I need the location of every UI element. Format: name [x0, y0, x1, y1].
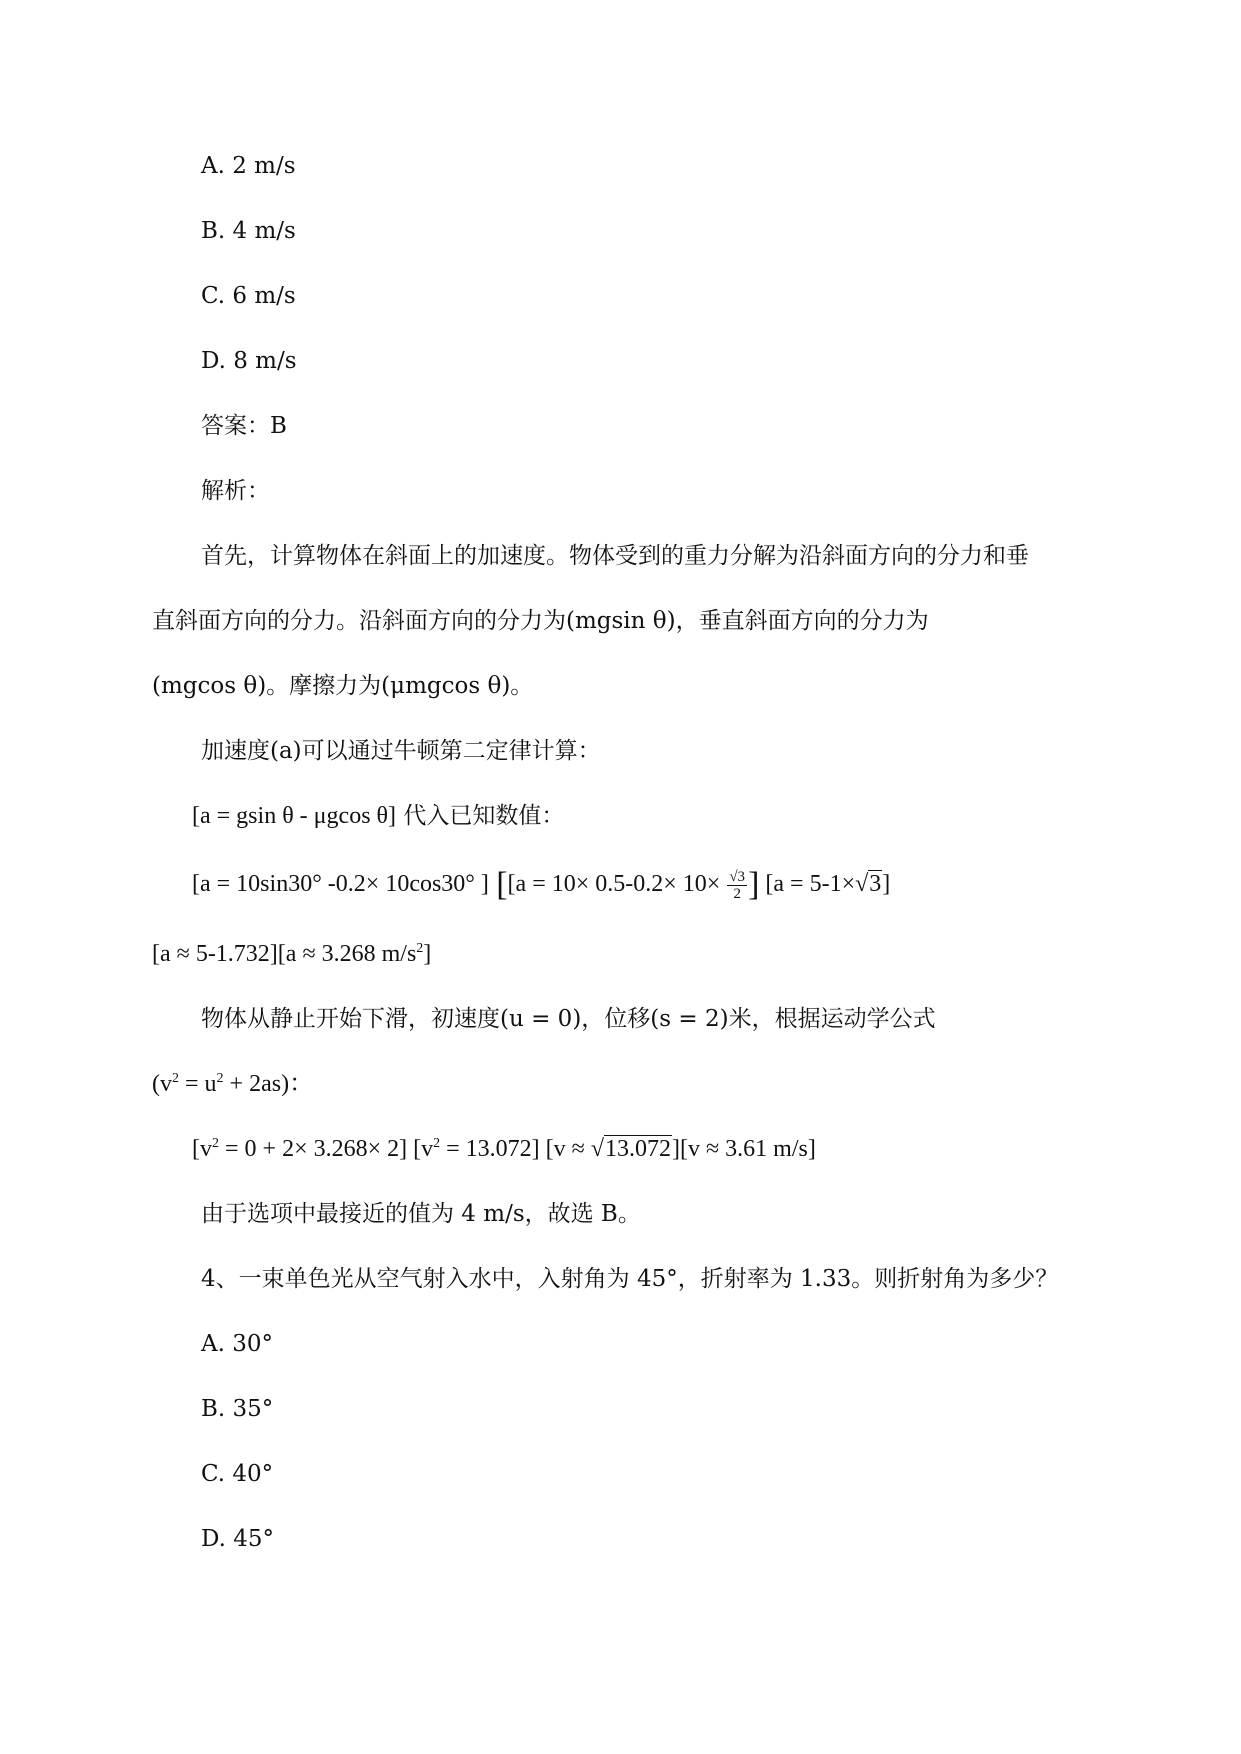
- answer-text: 答案：B: [201, 413, 287, 439]
- v-step-2-a: [v: [413, 1136, 434, 1162]
- substitute-text: 代入已知数值：: [403, 803, 565, 829]
- conclusion-text: 由于选项中最接近的值为 4 m/s，故选 B。: [201, 1201, 641, 1227]
- calculation-line-2: [a ≈ 5-1.732][a ≈ 3.268 $m/s^2$]: [152, 941, 432, 967]
- v-step-1: [192, 1136, 407, 1162]
- v-step-4: [v ≈ 3.61 m/s]: [680, 1136, 816, 1162]
- q4-option-a: A. 30°: [201, 1331, 273, 1357]
- v-step-1-exp: 2: [212, 1136, 219, 1151]
- v-step-3: [546, 1136, 680, 1162]
- v-step-3-a: [v ≈: [545, 1136, 591, 1162]
- kinematics-exp-1: 2: [172, 1071, 179, 1086]
- motion-line-1: 物体从静止开始下滑，初速度(u = 0)，位移(s = 2)米，根据运动学公式: [201, 1006, 936, 1032]
- formula-line: [192, 800, 564, 832]
- v-step-1-a: [v: [192, 1136, 212, 1162]
- calc-step-2-text: [a = 10× 0.5-0.2× 10×: [507, 871, 721, 897]
- calc-step-3-text: [a = 5-1×: [765, 871, 856, 897]
- kinematics-part-2: = u: [179, 1071, 217, 1097]
- option-a: A. 2 m/s: [201, 153, 296, 179]
- option-d: D. 8 m/s: [201, 348, 297, 374]
- calc-step-4: [a ≈ 5-1.732][a ≈ 3.268 m/s: [152, 941, 417, 967]
- analysis-label: 解析：: [201, 478, 270, 504]
- sqrt-3-argument: 3: [869, 871, 882, 897]
- q4-option-c: C. 40°: [201, 1461, 274, 1487]
- v-step-2-b: = 13.072]: [440, 1136, 540, 1162]
- acceleration-formula: [a = gsin θ - μgcos θ]: [192, 803, 397, 829]
- calculation-line-1: [192, 868, 890, 902]
- question-4-text: 4、一束单色光从空气射入水中，入射角为 45°，折射率为 1.33。则折射角为多少？: [201, 1266, 1059, 1292]
- calc-step-4-exponent: 2: [416, 941, 424, 956]
- sqrt-13072: √13.072: [590, 1136, 672, 1162]
- option-c: C. 6 m/s: [201, 283, 296, 309]
- fraction-numerator: √3: [729, 868, 746, 885]
- kinematics-part-1: (v: [152, 1071, 172, 1097]
- velocity-calculation: [192, 1133, 816, 1165]
- v-step-2: [413, 1136, 540, 1162]
- q4-option-d: D. 45°: [201, 1526, 275, 1552]
- calc-step-1: [a = 10sin30° -0.2× 10cos30° ]: [192, 871, 489, 897]
- calc-step-3: [a = 5-1×√3]: [765, 871, 890, 897]
- acceleration-intro: 加速度(a)可以通过牛顿第二定律计算：: [201, 738, 601, 764]
- sqrt3-over-2-fraction: [727, 869, 747, 902]
- kinematics-formula: [152, 1068, 313, 1100]
- analysis-paragraph-line-1: 首先，计算物体在斜面上的加速度。物体受到的重力分解为沿斜面方向的分力和垂: [201, 543, 1029, 569]
- q4-option-b: B. 35°: [201, 1396, 274, 1422]
- v-step-1-b: = 0 + 2× 3.268× 2]: [219, 1136, 408, 1162]
- analysis-paragraph-line-2: 直斜面方向的分力。沿斜面方向的分力为(mgsin θ)，垂直斜面方向的分力为: [152, 608, 929, 634]
- kinematics-exp-2: 2: [216, 1071, 224, 1086]
- sqrt-3: √3: [855, 871, 882, 897]
- v-step-3-b: ]: [672, 1136, 681, 1162]
- sqrt-13072-argument: 13.072: [605, 1136, 672, 1162]
- fraction-denominator: 2: [733, 885, 741, 902]
- calc-step-2: [[a = 10× 0.5-0.2× 10× $\frac{√3}{2}$ ]: [496, 866, 760, 903]
- v-step-2-exp: 2: [433, 1136, 441, 1151]
- kinematics-part-3: + 2as)：: [223, 1071, 314, 1097]
- analysis-paragraph-line-3: (mgcos θ)。摩擦力为(μmgcos θ)。: [152, 673, 534, 699]
- option-b: B. 4 m/s: [201, 218, 296, 244]
